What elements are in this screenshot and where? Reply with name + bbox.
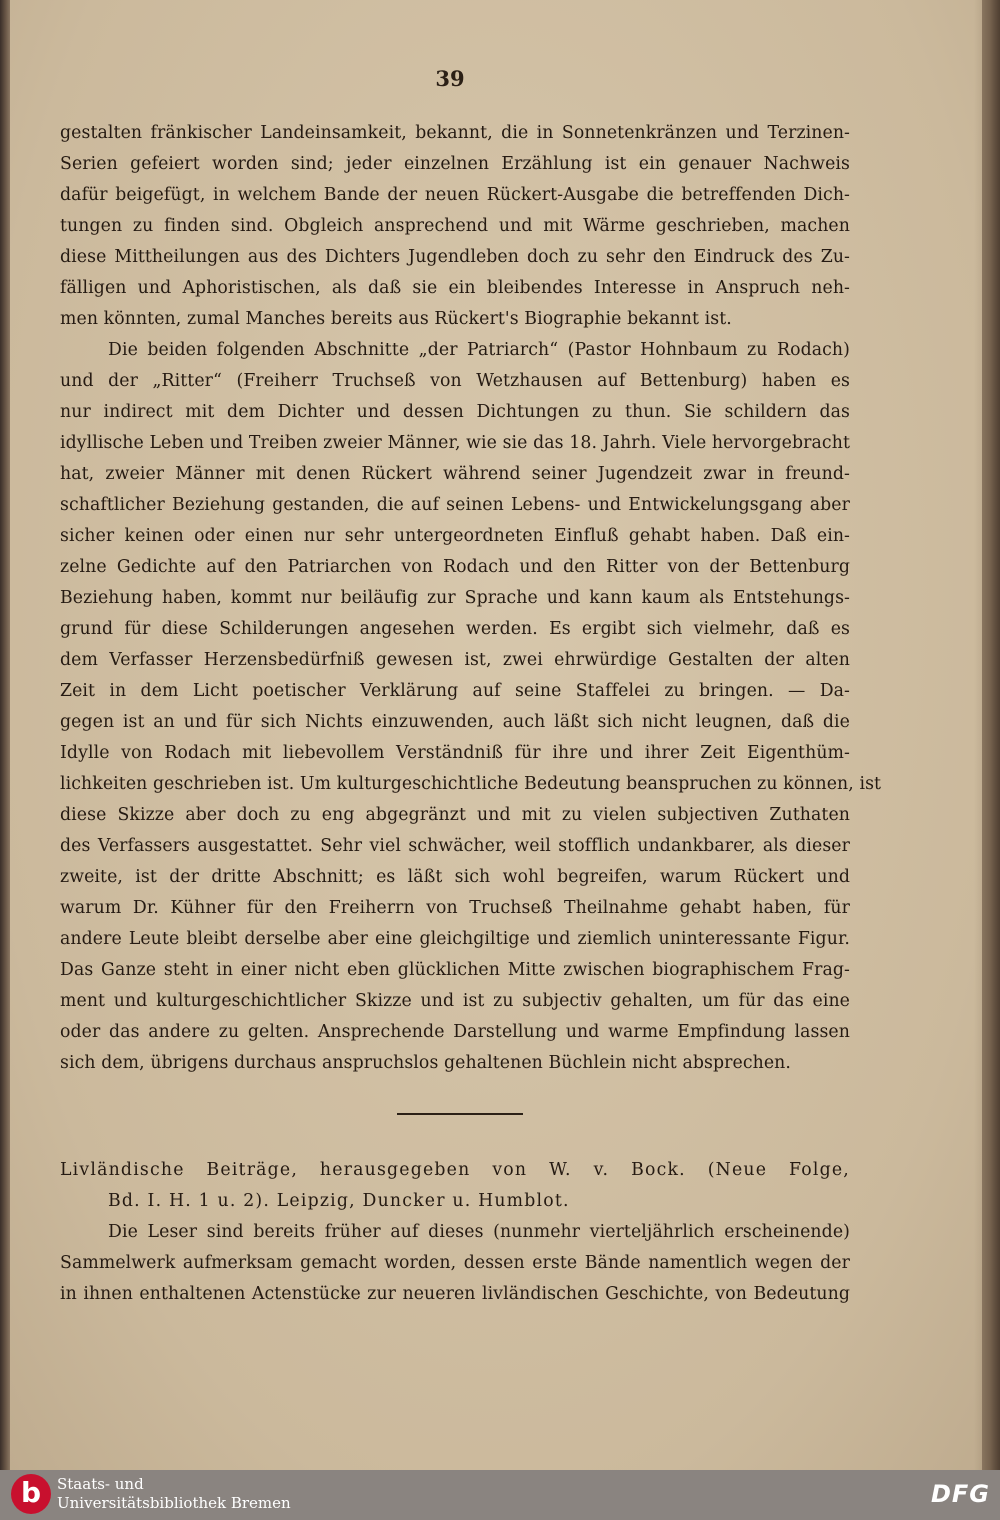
text-line: dafür beigefügt, in welchem Bande der neuen Rückert-Ausgabe die betreffenden Dich- (60, 185, 850, 205)
text-line: zelne Gedichte auf den Patriarchen von Rodach und den Ritter von der Bettenburg (60, 557, 850, 577)
text-line: schaftlicher Beziehung gestanden, die auf seinen Lebens- und Entwickelungsgang aber (60, 495, 850, 515)
text-line: Idylle von Rodach mit liebevollem Verständniß für ihre und ihrer Zeit Eigenthüm- (60, 743, 850, 763)
text-line: dem Verfasser Herzensbedürfniß gewesen ist, zwei ehrwürdige Gestalten der alten (60, 650, 850, 670)
text-line: gegen ist an und für sich Nichts einzuwenden, auch läßt sich nicht leugnen, daß die (60, 712, 850, 732)
page-edge-shadow (974, 0, 1000, 1470)
text-line: men könnten, zumal Manches bereits aus Rückert's Biographie bekannt ist. (60, 309, 732, 329)
book-page (10, 0, 982, 1470)
text-line: fälligen und Aphoristischen, als daß sie ein bleibendes Interesse in Anspruch neh- (60, 278, 850, 298)
page-number: 39 (435, 66, 465, 91)
text-line: andere Leute bleibt derselbe aber eine gleichgiltige und ziemlich uninteressante Figur. (60, 929, 850, 949)
text-line: nur indirect mit dem Dichter und dessen Dichtungen zu thun. Sie schildern das (60, 402, 850, 422)
library-name-line-2: Universitätsbibliothek Bremen (57, 1494, 291, 1512)
paragraph-1 (60, 118, 850, 335)
text-line: diese Skizze aber doch zu eng abgegränzt und mit zu vielen subjectiven Zuthaten (60, 805, 850, 825)
text-line: Zeit in dem Licht poetischer Verklärung auf seine Staffelei zu bringen. — Da- (60, 681, 850, 701)
library-name[interactable] (57, 1475, 291, 1513)
text-line: grund für diese Schilderungen angesehen werden. Es ergibt sich vielmehr, daß es (60, 619, 850, 639)
library-name-line-1: Staats- und (57, 1475, 144, 1493)
text-line: Livländische Beiträge, herausgegeben von W. v. Bock. (Neue Folge, (60, 1160, 850, 1180)
text-line: diese Mittheilungen aus des Dichters Jugendleben doch zu sehr den Eindruck des Zu- (60, 247, 850, 267)
text-line: oder das andere zu gelten. Ansprechende Darstellung und warme Empfindung lassen (60, 1022, 850, 1042)
text-line: Bd. I. H. 1 u. 2). Leipzig, Duncker u. Humblot. (108, 1191, 570, 1211)
footer-bar (0, 1470, 1000, 1520)
text-line: zweite, ist der dritte Abschnitt; es läßt sich wohl begreifen, warum Rückert und (60, 867, 850, 887)
text-line: Das Ganze steht in einer nicht eben glücklichen Mitte zwischen biographischem Frag- (60, 960, 850, 980)
text-line: Die beiden folgenden Abschnitte „der Patriarch“ (Pastor Hohnbaum zu Rodach) (108, 340, 850, 360)
text-line: hat, zweier Männer mit denen Rückert während seiner Jugendzeit zwar in freund- (60, 464, 850, 484)
text-line: des Verfassers ausgestattet. Sehr viel schwächer, weil stofflich undankbarer, als dieser (60, 836, 850, 856)
paragraph-2 (60, 335, 882, 1079)
review-paragraph (60, 1217, 850, 1310)
text-line: Sammelwerk aufmerksam gemacht worden, dessen erste Bände namentlich wegen der (60, 1253, 850, 1273)
text-line: Die Leser sind bereits früher auf dieses (nunmehr vierteljährlich erscheinende) (108, 1222, 850, 1242)
text-line: sicher keinen oder einen nur sehr untergeordneten Einfluß gehabt haben. Daß ein- (60, 526, 850, 546)
body-text (60, 118, 882, 1079)
text-line: Serien gefeiert worden sind; jeder einzelnen Erzählung ist ein genauer Nachweis (60, 154, 850, 174)
review-section (60, 1155, 850, 1310)
text-line: in ihnen enthaltenen Actenstücke zur neueren livländischen Geschichte, von Bedeutung (60, 1284, 850, 1304)
section-divider (397, 1113, 523, 1115)
text-line: warum Dr. Kühner für den Freiherrn von Truchseß Theilnahme gehabt haben, für (60, 898, 850, 918)
text-line: Beziehung haben, kommt nur beiläufig zur Sprache und kann kaum als Entstehungs- (60, 588, 850, 608)
text-line: sich dem, übrigens durchaus anspruchslos gehaltenen Büchlein nicht absprechen. (60, 1053, 791, 1073)
text-line: idyllische Leben und Treiben zweier Männer, wie sie das 18. Jahrh. Viele hervorgebracht (60, 433, 850, 453)
review-heading (60, 1155, 850, 1217)
text-line: und der „Ritter“ (Freiherr Truchseß von Wetzhausen auf Bettenburg) haben es (60, 371, 850, 391)
text-line: lichkeiten geschrieben ist. Um kulturgeschichtliche Bedeutung beanspruchen zu können, ist (60, 774, 882, 794)
dfg-logo-icon[interactable]: DFG (930, 1480, 990, 1508)
text-line: ment und kulturgeschichtlicher Skizze und ist zu subjectiv gehalten, um für das eine (60, 991, 850, 1011)
text-line: tungen zu finden sind. Obgleich ansprechend und mit Wärme geschrieben, machen (60, 216, 850, 236)
library-logo-icon[interactable]: b (11, 1474, 51, 1514)
text-line: gestalten fränkischer Landeinsamkeit, bekannt, die in Sonnetenkränzen und Terzinen- (60, 123, 850, 143)
